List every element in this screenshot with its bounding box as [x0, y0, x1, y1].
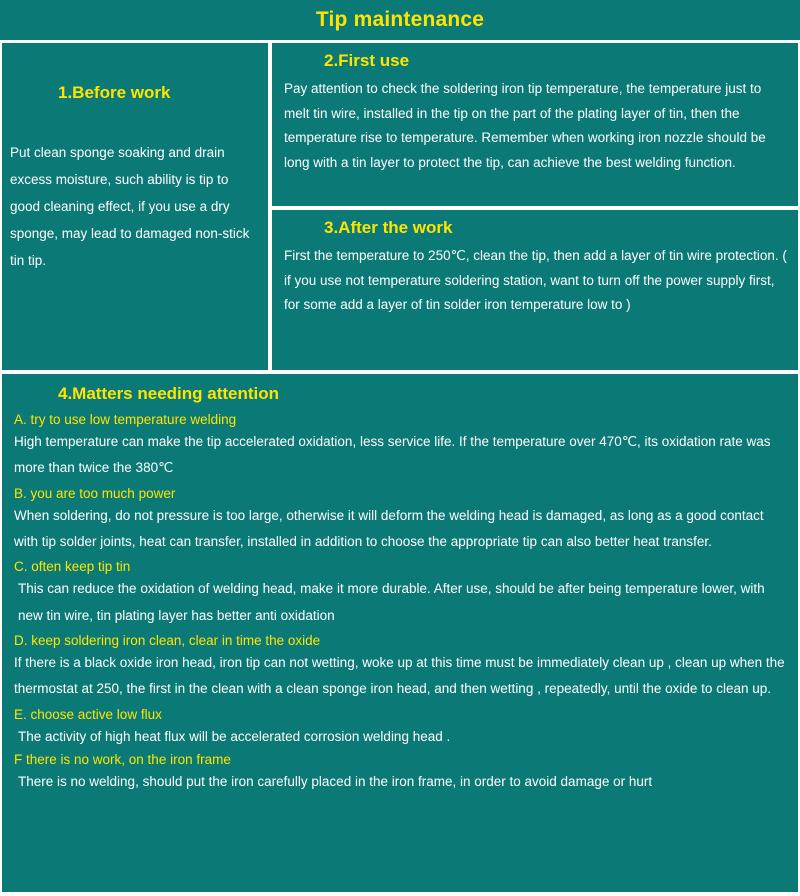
page-title: Tip maintenance — [315, 8, 485, 31]
section-attention — [2, 374, 798, 892]
attention-item-label: D. keep soldering iron clean, clear in time the oxide — [14, 632, 321, 648]
attention-item — [12, 559, 788, 629]
attention-item-text: This can reduce the oxidation of welding head, make it more durable. After use, should be after being temperature lower, with new tin wire, tin plating layer has better anti oxidation — [18, 581, 765, 623]
attention-item-label: A. try to use low temperature welding — [14, 412, 237, 427]
attention-item-text: The activity of high heat flux will be accelerated corrosion welding head . — [18, 728, 451, 744]
before-work-text: Put clean sponge soaking and drain excess moisture, such ability is tip to good cleaning effect, if you use a dry sponge, may lead to damaged non-stick tin tip. — [10, 145, 250, 268]
attention-item-label: E. choose active low flux — [14, 706, 162, 722]
attention-item — [12, 486, 788, 556]
banner — [0, 0, 800, 40]
attention-item-text: High temperature can make the tip accelerated oxidation, less service life. If the temperature over 470℃, its oxidation rate was more than twice the 380℃ — [14, 434, 771, 476]
section-before-work — [2, 43, 268, 370]
first-use-text: Pay attention to check the soldering iron tip temperature, the temperature just to melt tin wire, installed in the tip on the part of the plating layer of tin, then the temperature rise to temperature. Remember when working iron nozzle should be long with a tin layer to protect the tip, can achieve the best welding function. — [284, 81, 766, 170]
attention-item — [12, 412, 788, 482]
attention-item-label: B. you are too much power — [14, 485, 176, 501]
attention-item-text: When soldering, do not pressure is too large, otherwise it will deform the welding head is damaged, as long as a good contact with tip solder joints, heat can transfer, installed in addition to choose the appropriate tip can also better heat transfer. — [14, 507, 764, 549]
attention-item-text: If there is a black oxide iron head, iron tip can not wetting, woke up at this time must be immediately clean up , clean up when the thermostat at 250, the first in the clean with a clean sponge iron head, and then wetting , repeatedly, until the oxide to clean up. — [14, 654, 785, 697]
top-row — [0, 43, 800, 370]
attention-item-label: C. often keep tip tin — [14, 559, 131, 575]
attention-item-label: F there is no work, on the iron frame — [14, 751, 231, 767]
attention-item — [12, 752, 788, 795]
before-work-heading: 1.Before work — [58, 83, 171, 102]
section-after-work — [272, 210, 798, 370]
right-column — [272, 43, 798, 370]
attention-item — [12, 633, 788, 703]
attention-heading: 4.Matters needing attention — [58, 384, 280, 403]
after-work-text: First the temperature to 250℃, clean the tip, then add a layer of tin wire protection. ( if you use not temperature soldering station, want to turn off the power supply first, for some add a layer of tin solder iron temperature low to ) — [284, 248, 787, 313]
attention-item — [12, 707, 788, 750]
after-work-heading: 3.After the work — [324, 218, 453, 237]
section-first-use — [272, 43, 798, 206]
attention-item-text: There is no welding, should put the iron carefully placed in the iron frame, in order to avoid damage or hurt — [18, 773, 653, 789]
first-use-heading: 2.First use — [324, 51, 410, 70]
